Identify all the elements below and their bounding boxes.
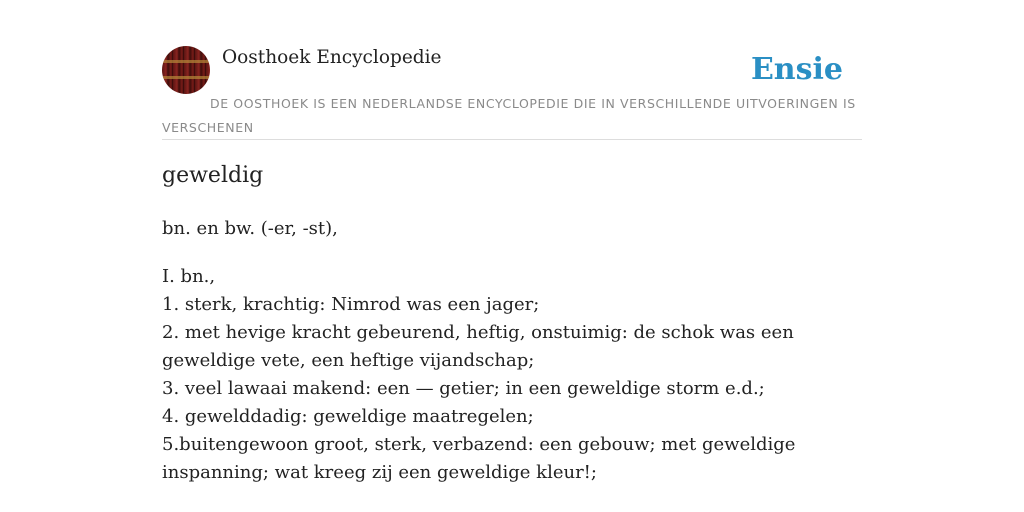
- entry-grammar: bn. en bw. (-er, -st),: [162, 218, 338, 239]
- entry-headword: geweldig: [162, 163, 264, 188]
- entry-definitions: [162, 263, 862, 487]
- site-name[interactable]: Oosthoek Encyclopedie: [222, 47, 442, 68]
- site-header: [162, 44, 862, 140]
- definition-line: 3. veel lawaai makend: een — getier; in een geweldige storm e.d.;: [162, 378, 765, 399]
- definition-line: 1. sterk, krachtig: Nimrod was een jager;: [162, 294, 540, 315]
- definition-line: 5.buitengewoon groot, sterk, verbazend: een gebouw; met geweldige inspanning; wat kreeg zij een geweldige kleur!;: [162, 434, 796, 483]
- definition-line: 4. gewelddadig: geweldige maatregelen;: [162, 406, 534, 427]
- header-divider: [162, 139, 862, 140]
- definition-line: I. bn.,: [162, 266, 216, 287]
- encyclopedia-avatar[interactable]: [162, 46, 210, 94]
- site-tagline: DE OOSTHOEK IS EEN NEDERLANDSE ENCYCLOPEDIE DIE IN VERSCHILLENDE UITVOERINGEN IS VERSCHENEN: [162, 96, 856, 135]
- brand-logo[interactable]: Ensie: [750, 52, 843, 87]
- definition-line: 2. met hevige kracht gebeurend, heftig, onstuimig: de schok was een geweldige vete, een heftige vijandschap;: [162, 322, 794, 371]
